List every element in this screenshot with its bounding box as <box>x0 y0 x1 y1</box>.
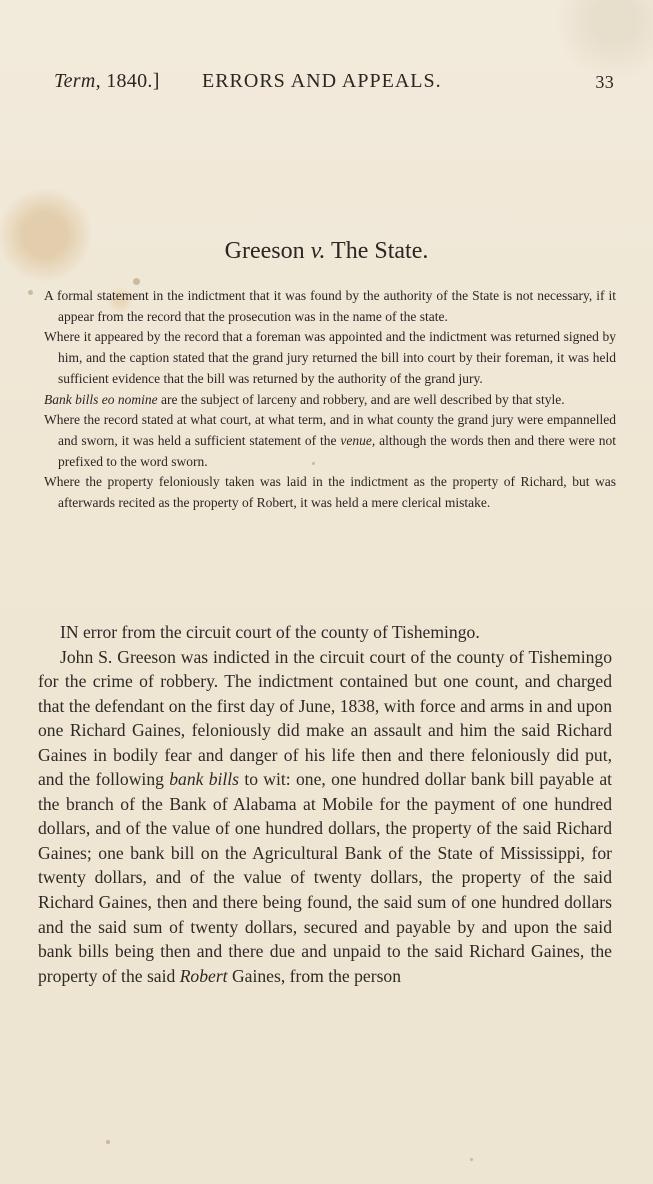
case-title <box>0 238 653 265</box>
headnote-5: Where the property feloniously taken was laid in the indictment as the property of Richard, but was afterwards recited as the property of Robert, it was held a mere clerical mistake. <box>44 474 616 511</box>
paper-spot <box>133 278 140 285</box>
headnotes <box>44 286 616 514</box>
body-paragraph-2-part-2: to wit: one, one hundred dollar bank bill payable at the branch of the Bank of Alabama at Mobile for the payment of one hundred dollars, and of the value of one hundred dollars, the property of the said Richard Gaines; one bank bill on the Agricultural Bank of the State of Mississippi, for twenty dollars, and of the value of twenty dollars, the property of the said Richard Gaines, then and there being found, the said sum of one hundred dollars and the said sum of twenty dollars, secured and payable by and upon the said bank bills being then and there due and unpaid to the said Richard Gaines, the property of the said <box>38 769 613 986</box>
headnote-3 <box>44 390 616 411</box>
headnote-2: Where it appeared by the record that a foreman was appointed and the indictment was returned signed by him, and the caption stated that the grand jury returned the bill into court by their foreman, it was held sufficient evidence that the bill was returned by the authority of the grand jury. <box>44 329 616 386</box>
case-party-a: Greeson <box>224 238 305 264</box>
running-head <box>54 70 614 98</box>
paper-spot <box>470 1158 473 1161</box>
page-number: 33 <box>595 72 614 92</box>
headnote-4-italic: venue, <box>340 432 376 448</box>
section-title: ERRORS AND APPEALS. <box>202 70 442 92</box>
headnote-4-start: Where the record stated at what court, at what term, and in what county the grand jury were empannelled and sworn, it was held a sufficient statement of the <box>44 412 616 448</box>
term-label <box>54 70 160 93</box>
case-party-b: The State. <box>331 238 429 264</box>
body-text <box>38 620 612 988</box>
headnote-4 <box>44 410 616 472</box>
paper-spot <box>106 1140 110 1144</box>
headnote-4-end: although the words then and there were not prefixed to the word sworn. <box>58 432 616 469</box>
body-paragraph-1: IN error from the circuit court of the county of Tishemingo. <box>60 622 480 642</box>
term-year: 1840.] <box>106 70 160 92</box>
body-italic-bank-bills: bank bills <box>169 769 240 790</box>
body-paragraph-2-part-3: Gaines, from the person <box>227 965 402 986</box>
body-paragraph-2 <box>38 645 612 989</box>
term-word: Term, <box>54 70 101 92</box>
body-italic-robert: Robert <box>179 965 228 986</box>
headnote-1: A formal statement in the indictment that it was found by the authority of the State is not necessary, if it appear from the record that the prosecution was in the name of the state. <box>44 288 616 324</box>
headnote-3-italic: Bank bills eo nomine <box>44 391 158 407</box>
paper-spot <box>28 290 33 295</box>
headnote-3-rest: are the subject of larceny and robbery, and are well described by that style. <box>157 391 565 407</box>
case-versus: v. <box>310 238 326 264</box>
body-paragraph-2-part-1: John S. Greeson was indicted in the circuit court of the county of Tishemingo for the crime of robbery. The indictment contained but one count, and charged that the defendant on the first day of June, 1838, with force and arms in and upon one Richard Gaines, feloniously did make an assault and him the said Richard Gaines in bodily fear and danger of his life then and there feloniously did put, and the following <box>38 646 612 790</box>
paper-spot <box>312 462 315 465</box>
